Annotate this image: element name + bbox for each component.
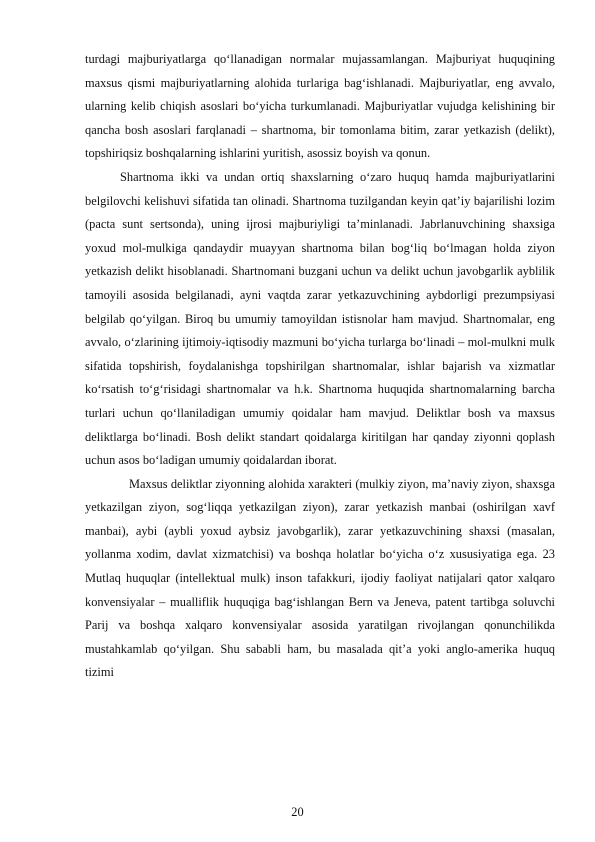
page-number: 20 (291, 805, 304, 819)
document-body (85, 48, 555, 685)
paragraph-shartnoma: Shartnoma ikki va undan ortiq shaxslarning o‘zaro huquq hamda majburiyatlarini belgilovchi kelishuvi sifatida tan olinadi. Shartnoma tuzilgandan keyin qat’iy bajarilishi lozim (pacta sunt sertsonda), uning ijrosi majburiyligi ta’minlanadi. Jabrlanuvchining shaxsiga yoxud mol-mulkiga qandaydir muayyan shartnoma bilan bog‘liq bo‘lmagan holda ziyon yetkazish delikt hisoblanadi. Shartnomani buzgani uchun va delikt uchun javobgarlik ayblilik tamoyili asosida belgilanadi, ayni vaqtda zarar yetkazuvchining aybdorligi prezumpsiyasi belgilab qo‘yilgan. Biroq bu umumiy tamoyildan istisnolar ham mavjud. Shartnomalar, eng avvalo, o‘zlarining ijtimoiy-iqtisodiy mazmuni bo‘yicha turlarga bo‘linadi – mol-mulkni mulk sifatida topshirish, foydalanishga topshirilgan shartnomalar, ishlar bajarish va xizmatlar ko‘rsatish to‘g‘risidagi shartnomalar va h.k. Shartnoma huquqida shartnomalarning barcha turlari uchun qo‘llaniladigan umumiy qoidalar ham mavjud. Deliktlar bosh va maxsus deliktlarga bo‘linadi. Bosh delikt standart qoidalarga kiritilgan har qanday ziyonni qoplash uchun asos bo‘ladigan umumiy qoidalardan iborat. (85, 169, 555, 468)
paragraph-maxsus-deliktlar: Maxsus deliktlar ziyonning alohida xarakteri (mulkiy ziyon, ma’naviy ziyon, shaxsga yetkazilgan ziyon, sog‘liqqa yetkazilgan ziyon), zarar yetkazish manbai (oshirilgan xavf manbai), aybi (aybli yoxud aybsiz javobgarlik), zarar yetkazuvchining shaxsi (masalan, yollanma xodim, davlat xizmatchisi) va boshqa holatlar bo‘yicha o‘z xususiyatiga ega. 23 Mutlaq huquqlar (intellektual mulk) inson tafakkuri, ijodiy faoliyat natijalari qator xalqaro konvensiyalar – mualliflik huquqiga bag‘ishlangan Bern va Jeneva, patent tartibga soluvchi Parij va boshqa xalqaro konvensiyalar asosida yaratilgan rivojlangan qonunchilikda mustahkamlab qo‘yilgan. Shu sababli ham, bu masalada qit’a yoki anglo-amerika huquq tizimi (85, 476, 555, 680)
paragraph-continuation: turdagi majburiyatlarga qo‘llanadigan normalar mujassamlangan. Majburiyat huquqining maxsus qismi majburiyatlarning alohida turlariga bag‘ishlanadi. Majburiyatlar, eng avvalo, ularning kelib chiqish asoslari bo‘yicha turkumlanadi. Majburiyatlar vujudga kelishining bir qancha bosh asoslari farqlanadi – shartnoma, bir tomonlama bitim, zarar yetkazish (delikt), topshiriqsiz boshqalarning ishlarini yuritish, asossiz boyish va qonun. (85, 52, 555, 161)
